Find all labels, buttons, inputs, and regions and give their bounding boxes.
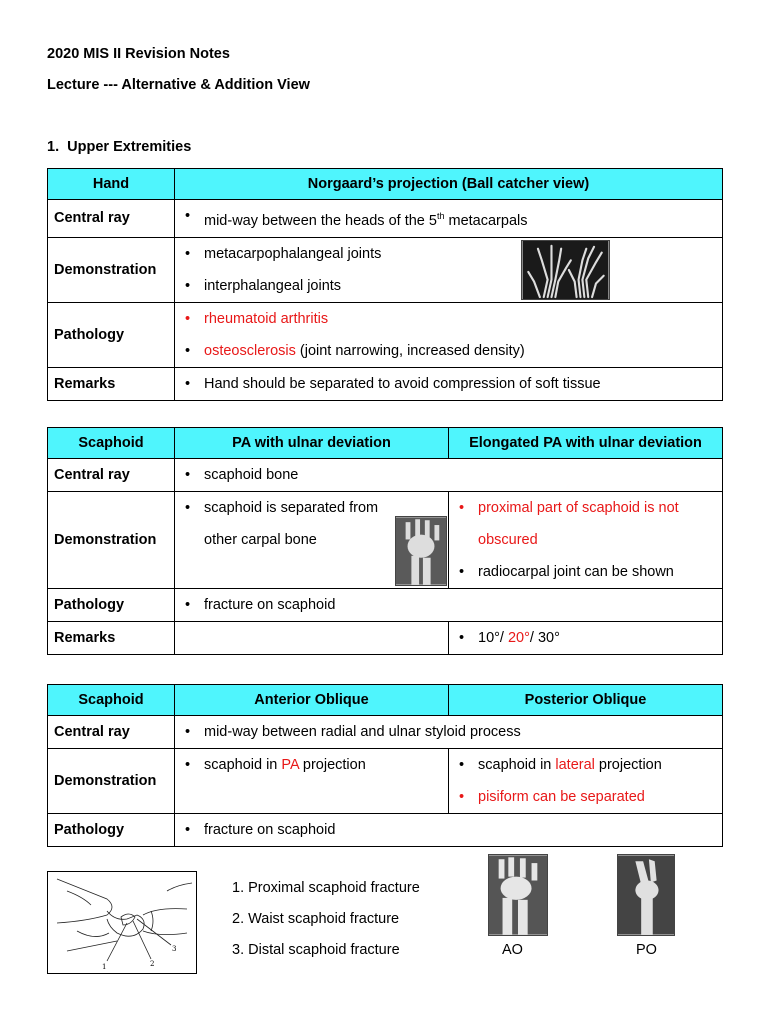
posterior-oblique-col-header: Posterior Oblique — [449, 685, 723, 716]
central-ray-text-2: metacarpals — [444, 212, 528, 229]
scaphoid-oblique-table — [47, 684, 723, 847]
central-ray-text: • mid-way between radial and ulnar styloid process — [181, 716, 716, 748]
pathology-label: Pathology — [48, 814, 175, 847]
central-ray-label: Central ray — [48, 200, 175, 238]
central-ray-cell — [175, 716, 723, 749]
doc-title: 2020 MIS II Revision Notes — [47, 46, 230, 62]
ao-demo — [181, 749, 442, 781]
ao-demonstration-cell — [175, 749, 449, 814]
elongated-pa-col-header: Elongated PA with ulnar deviation — [449, 428, 723, 459]
demonstration-label: Demonstration — [48, 749, 175, 814]
po-post: projection — [594, 757, 662, 773]
pathology-cell — [175, 589, 723, 622]
pathology-item — [181, 335, 716, 367]
osteosclerosis-text: osteosclerosis — [204, 342, 296, 359]
pathology-item-red: • rheumatoid arthritis — [181, 303, 716, 335]
angle-b: 20° — [507, 630, 530, 646]
fracture-item: 2. Waist scaphoid fracture — [232, 911, 400, 927]
pathology-cell — [175, 302, 723, 367]
po-demo — [455, 749, 716, 781]
po-caption: PO — [636, 942, 657, 958]
demo-item: • metacarpophalangeal joints — [181, 238, 716, 270]
central-ray-cell — [175, 200, 723, 238]
ao-pre: scaphoid in — [204, 757, 282, 773]
hand-table — [47, 168, 723, 401]
demo-el-text: • proximal part of scaphoid is not — [455, 492, 716, 524]
remarks-text: • Hand should be separated to avoid compression of soft tissue — [181, 368, 716, 400]
section-heading — [47, 139, 191, 155]
angle-c: / 30° — [529, 630, 560, 646]
central-ray-label: Central ray — [48, 459, 175, 492]
demo-pa-line2: other carpal bone — [204, 532, 317, 548]
po-demo-2: • pisiform can be separated — [455, 781, 716, 813]
central-ray-sup: th — [436, 211, 445, 221]
demo-el-line2: obscured — [478, 532, 538, 548]
central-ray-text: • scaphoid bone — [181, 459, 716, 491]
ao-caption: AO — [502, 942, 523, 958]
po-demonstration-cell — [449, 749, 723, 814]
demo-item: • interphalangeal joints — [181, 270, 716, 302]
pathology-label: Pathology — [48, 589, 175, 622]
remarks-label: Remarks — [48, 622, 175, 655]
pa-demonstration-cell — [175, 492, 449, 589]
pathology-cell — [175, 814, 723, 847]
diagram-label-3: 3 — [172, 945, 177, 953]
fracture-item: 1. Proximal scaphoid fracture — [232, 880, 420, 896]
diagram-label-1: 1 — [102, 963, 107, 971]
anterior-oblique-col-header: Anterior Oblique — [175, 685, 449, 716]
pathology-text: • fracture on scaphoid — [181, 814, 716, 846]
angle-a: 10°/ — [478, 630, 508, 646]
po-pre: scaphoid in — [478, 757, 556, 773]
demo-el-text-2 — [455, 524, 716, 556]
demo-el-text-3: • radiocarpal joint can be shown — [455, 556, 716, 588]
central-ray-text: mid-way between the heads of the 5 — [204, 212, 437, 229]
scaphoid-pa-table — [47, 427, 723, 655]
ao-red: PA — [281, 757, 299, 773]
fracture-item: 3. Distal scaphoid fracture — [232, 942, 400, 958]
po-xray-image — [617, 854, 675, 936]
remarks-cell — [175, 367, 723, 400]
demonstration-label: Demonstration — [48, 237, 175, 302]
hand-col-header: Hand — [48, 169, 175, 200]
section-number: 1. — [47, 139, 60, 155]
central-ray-label: Central ray — [48, 716, 175, 749]
lecture-title: Lecture --- Alternative & Addition View — [47, 77, 310, 93]
pathology-text: • fracture on scaphoid — [181, 589, 716, 621]
section-title: Upper Extremities — [67, 139, 192, 155]
elongated-demonstration-cell — [449, 492, 723, 589]
central-ray-cell — [175, 459, 723, 492]
pa-ulnar-col-header: PA with ulnar deviation — [175, 428, 449, 459]
scaphoid-col-header: Scaphoid — [48, 685, 175, 716]
remarks-angles — [455, 622, 716, 654]
remarks-empty-cell — [175, 622, 449, 655]
demonstration-cell — [175, 237, 723, 302]
scaphoid-pa-xray-image — [395, 516, 447, 586]
scaphoid-col-header: Scaphoid — [48, 428, 175, 459]
remarks-label: Remarks — [48, 367, 175, 400]
demo-pa-text: • scaphoid is separated from — [181, 492, 442, 524]
ao-xray-image — [488, 854, 548, 936]
demonstration-label: Demonstration — [48, 492, 175, 589]
pathology-detail: (joint narrowing, increased density) — [295, 342, 525, 359]
ball-catcher-xray-image — [521, 240, 610, 300]
fracture-list — [232, 873, 420, 966]
ao-post: projection — [298, 757, 366, 773]
norgaard-col-header: Norgaard’s projection (Ball catcher view) — [175, 169, 723, 200]
scaphoid-diagram — [47, 871, 197, 974]
pathology-label: Pathology — [48, 302, 175, 367]
remarks-cell — [449, 622, 723, 655]
po-red: lateral — [555, 757, 595, 773]
diagram-label-2: 2 — [150, 960, 155, 968]
